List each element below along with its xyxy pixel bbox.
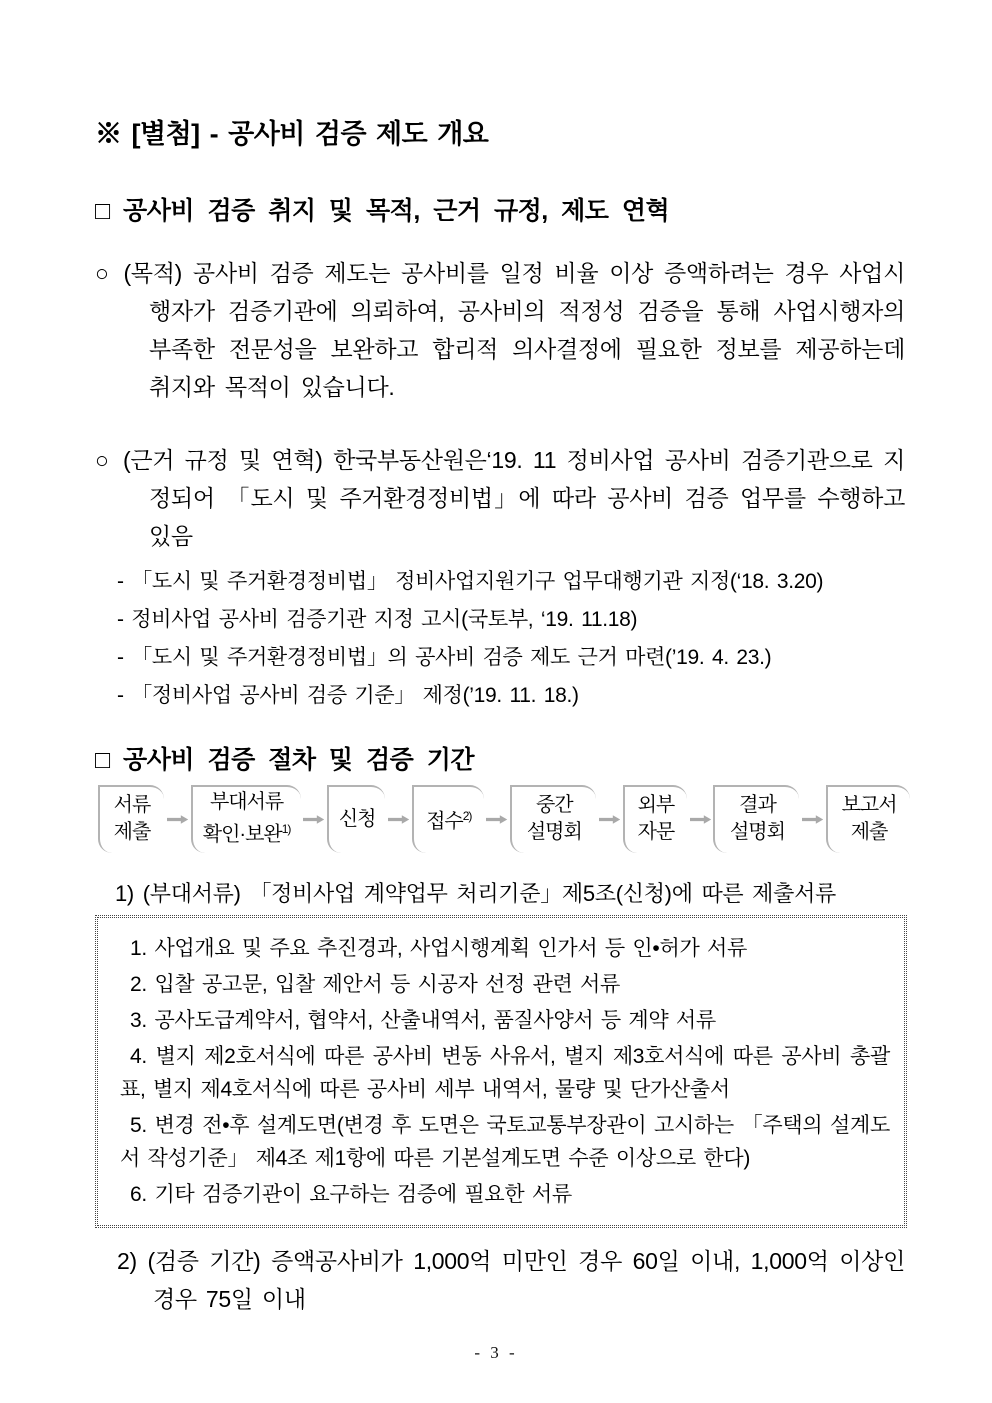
flow-step-label: 자문 (637, 821, 675, 843)
purpose-text: (목적) 공사비 검증 제도는 공사비를 일정 비율 이상 증액하려는 경우 사업시행자가 검증기관에 의뢰하여, 공사비의 적정성 검증을 통해 사업시행자의 부족한 전문성을 보완하고 합리적 의사결정에 필요한 정보를 제공하는데 취지와 목적이 있습니다. (123, 260, 905, 400)
verification-process-flow (98, 785, 910, 853)
purpose-paragraph (95, 254, 905, 406)
flow-step-attached-documents-check: 부대서류 확인·보완$^{1)}$ (191, 785, 301, 853)
flow-arrow-icon (596, 785, 623, 853)
document-title: ※ [별첨] - 공사비 검증 제도 개요 (95, 119, 489, 149)
footnote-verification-period: 2) (검증 기간) 증액공사비가 1,000억 미만인 경우 60일 이내, 1,000억 이상인 경우 75일 이내 (117, 1248, 905, 1312)
required-document-item: 2. 입찰 공고문, 입찰 제안서 등 시공자 선정 관련 서류 (130, 973, 620, 996)
circle-bullet-icon: ○ (95, 447, 109, 473)
required-documents-box (95, 915, 907, 1228)
flow-step-interim-briefing (510, 785, 596, 853)
circle-bullet-icon: ○ (95, 260, 110, 286)
flow-arrow-icon (385, 785, 412, 853)
flow-step-document-submission (98, 785, 164, 853)
flow-step-label: 설명회 (526, 821, 582, 843)
history-item: - 정비사업 공사비 검증기관 지정 고시(국토부, ‘19. 11.18) (117, 608, 638, 631)
required-document-item: 4. 별지 제2호서식에 따른 공사비 변동 사유서, 별지 제3호서식에 따른 공사비 총괄표, 별지 제4호서식에 따른 공사비 세부 내역서, 물량 및 단가산출서 (120, 1045, 890, 1101)
required-document-item: 5. 변경 전•후 설계도면(변경 후 도면은 국토교통부장관이 고시하는 「주택의 설계도서 작성기준」 제4조 제1항에 따른 기본설계도면 수준 이상으로 한다) (120, 1114, 890, 1170)
flow-step-label: 접수 (426, 810, 463, 833)
flow-step-label: 부대서류 (209, 791, 284, 814)
flow-step-receipt: 접수$^{2)}$ (412, 785, 484, 853)
required-document-item: 1. 사업개요 및 주요 추진경과, 사업시행계획 인가서 등 인•허가 서류 (130, 937, 747, 960)
flow-step-external-advisory (623, 785, 687, 853)
history-list (95, 563, 905, 715)
history-item: - 「도시 및 주거환경정비법」의 공사비 검증 제도 근거 마련(’19. 4. 23.) (117, 646, 772, 669)
flow-step-report-submission (826, 785, 910, 853)
basis-paragraph (95, 441, 905, 555)
flow-step-label: 확인·보완 (202, 823, 282, 846)
history-item: - 「정비사업 공사비 검증 기준」 제정(’19. 11. 18.) (117, 684, 579, 707)
required-document-item: 3. 공사도급계약서, 협약서, 산출내역서, 품질사양서 등 계약 서류 (130, 1009, 716, 1032)
flow-step-label: 중간 (535, 794, 573, 816)
flow-step-result-briefing (713, 785, 799, 853)
flow-arrow-icon (484, 785, 511, 853)
flow-step-application (327, 785, 385, 853)
flow-step-label: 보고서 (841, 794, 897, 816)
flow-step-label: 제출 (113, 821, 151, 843)
basis-text: (근거 규정 및 연혁) 한국부동산원은‘19. 11 정비사업 공사비 검증기관으로 지정되어 「도시 및 주거환경정비법」에 따라 공사비 검증 업무를 수행하고 있음 (123, 447, 905, 549)
flow-step-label: 제출 (850, 821, 888, 843)
flow-arrow-icon (799, 785, 826, 853)
history-item: - 「도시 및 주거환경정비법」 정비사업지원기구 업무대행기관 지정(‘18. 3.20) (117, 570, 824, 593)
flow-step-label: 외부 (637, 794, 675, 816)
section1-heading: □ 공사비 검증 취지 및 목적, 근거 규정, 제도 연혁 (95, 197, 670, 225)
required-document-item: 6. 기타 검증기관이 요구하는 검증에 필요한 서류 (130, 1183, 572, 1206)
flow-arrow-icon (301, 785, 328, 853)
flow-step-label: 결과 (739, 794, 776, 816)
page-number: - 3 - (474, 1343, 518, 1362)
flow-arrow-icon (164, 785, 191, 853)
flow-step-label: 서류 (113, 794, 151, 816)
flow-step-label: 설명회 (729, 821, 785, 843)
flow-arrow-icon (687, 785, 714, 853)
flow-step-label: 신청 (338, 807, 376, 830)
footnote-attached-documents: 1) (부대서류) 「정비사업 계약업무 처리기준」제5조(신청)에 따른 제출서류 (115, 881, 836, 906)
section2-heading: □ 공사비 검증 절차 및 검증 기간 (95, 746, 475, 774)
